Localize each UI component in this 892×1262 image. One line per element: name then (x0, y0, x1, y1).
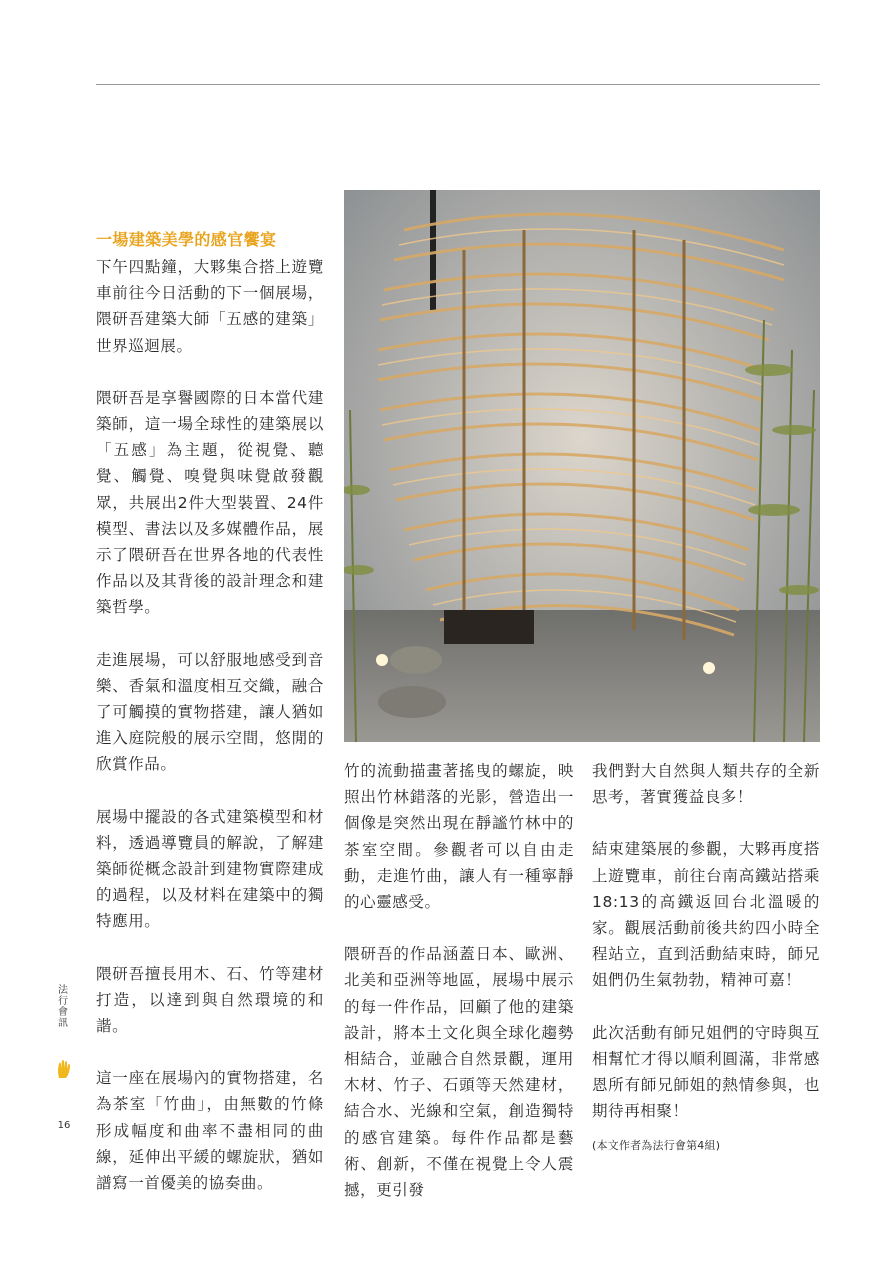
paragraph: 結束建築展的參觀，大夥再度搭上遊覽車，前往台南高鐵站搭乘18:13的高鐵返回台北溫暖的家。觀展活動前後共約四小時全程站立，直到活動結束時，師兄姐們仍生氣勃勃，精神可嘉！ (592, 840, 820, 990)
paragraph: 走進展場，可以舒服地感受到音樂、香氣和溫度相互交織，融合了可觸摸的實物搭建，讓人猶如進入庭院般的展示空間，悠閒的欣賞作品。 (96, 650, 324, 774)
paragraph: 這一座在展場內的實物搭建，名為茶室「竹曲」，由無數的竹條形成幅度和曲率不盡相同的曲線，延伸出平緩的螺旋狀，猶如譜寫一首優美的協奏曲。 (96, 1069, 324, 1193)
article-column-left (96, 228, 324, 1196)
paragraph: 展場中擺設的各式建築模型和材料，透過導覽員的解說，了解建築師從概念設計到建物實際建成的過程，以及材料在建築中的獨特應用。 (96, 807, 324, 931)
article-column-right (592, 758, 820, 1154)
hand-logo-icon (56, 1058, 72, 1080)
header-rule (96, 84, 820, 85)
article-column-middle (344, 758, 574, 1203)
page-number: 16 (57, 1120, 71, 1131)
bamboo-installation-photo (344, 190, 820, 742)
publication-name-vertical: 法 行 會 訊 (58, 985, 68, 1029)
paragraph: 隈研吾是享譽國際的日本當代建築師，這一場全球性的建築展以「五感」為主題，從視覺、聽覺、觸覺、嗅覺與味覺啟發觀眾，共展出2件大型裝置、24件模型、書法以及多媒體作品，展示了隈研吾在世界各地的代表性作品以及其背後的設計理念和建築哲學。 (96, 388, 324, 617)
paragraph: 隈研吾的作品涵蓋日本、歐洲、北美和亞洲等地區，展場中展示的每一件作品，回顧了他的建築設計，將本土文化與全球化趨勢相結合，並融合自然景觀，運用木材、竹子、石頭等天然建材，結合水、光線和空氣，創造獨特的感官建築。每件作品都是藝術、創新，不僅在視覺上令人震撼，更引發 (344, 945, 574, 1200)
paragraph: 此次活動有師兄姐們的守時與互相幫忙才得以順利圓滿，非常感恩所有師兄師姐的熱情參與，也期待再相聚！ (592, 1023, 820, 1121)
paragraph: 隈研吾擅長用木、石、竹等建材打造，以達到與自然環境的和諧。 (96, 964, 324, 1036)
paragraph: 竹的流動描畫著搖曳的螺旋，映照出竹林錯落的光影，營造出一個像是突然出現在靜謐竹林中的茶室空間。參觀者可以自由走動，走進竹曲，讓人有一種寧靜的心靈感受。 (344, 762, 574, 912)
paragraph: 我們對大自然與人類共存的全新思考，著實獲益良多！ (592, 762, 820, 807)
author-credit: (本文作者為法行會第4組) (592, 1139, 721, 1153)
section-heading: 一場建築美學的感官饗宴 (96, 230, 277, 249)
paragraph: 下午四點鐘，大夥集合搭上遊覽車前往今日活動的下一個展場，隈研吾建築大師「五感的建築」世界巡迴展。 (96, 258, 324, 355)
